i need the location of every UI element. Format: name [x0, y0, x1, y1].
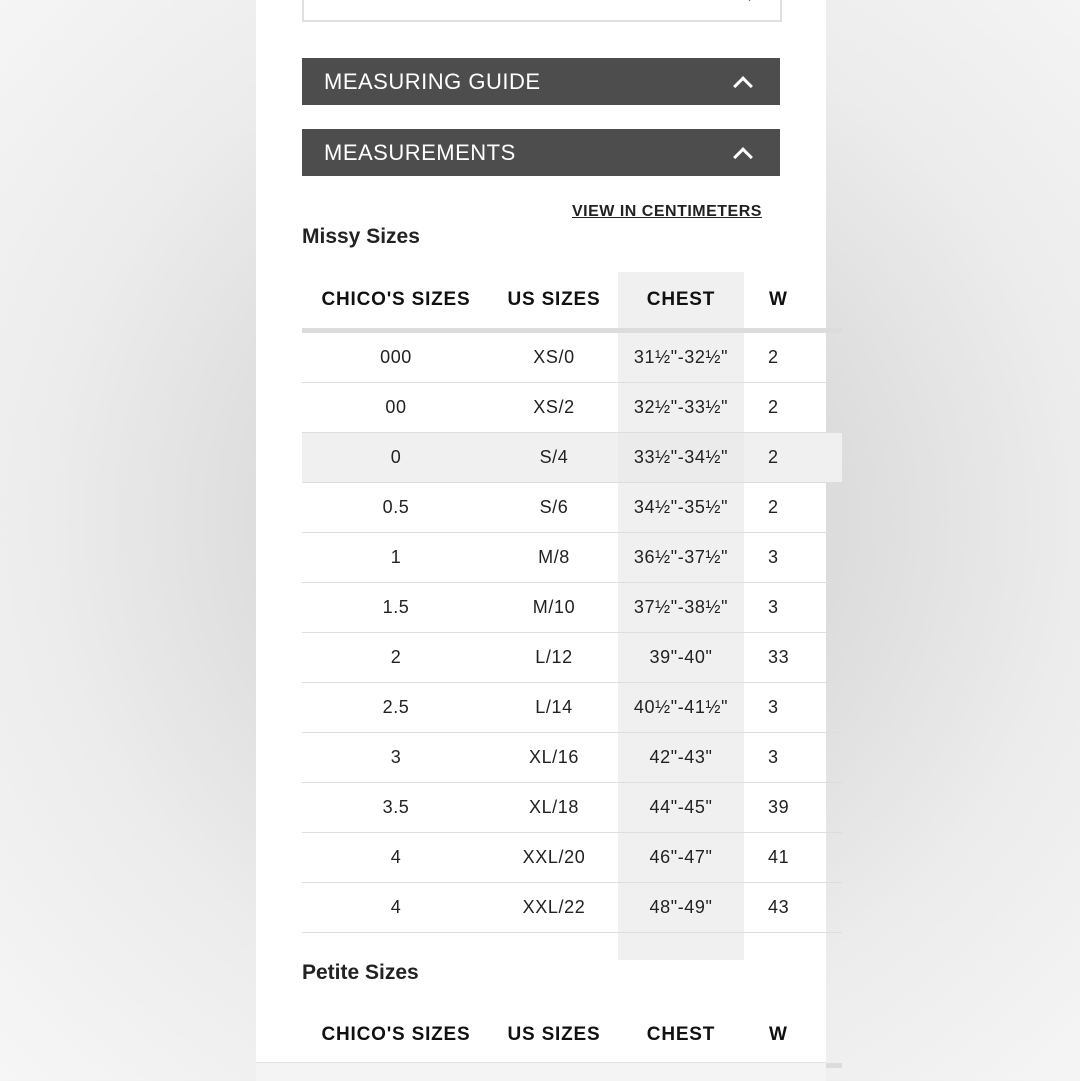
measurements-accordion[interactable]	[302, 129, 780, 176]
chicos-size-cell: 0.5	[302, 483, 490, 533]
table-header-row	[302, 1007, 842, 1066]
us-size-cell: XL/18	[490, 783, 618, 833]
us-size-cell: S/6	[490, 483, 618, 533]
waist-cell: 2	[744, 433, 842, 483]
table-row	[302, 483, 842, 533]
header-us-sizes: US SIZES	[490, 272, 618, 331]
table-row	[302, 433, 842, 483]
us-size-cell: XXL/20	[490, 833, 618, 883]
petite-sizes-title: Petite Sizes	[302, 961, 419, 984]
header-chest: CHEST	[618, 272, 744, 331]
table-row	[302, 683, 842, 733]
us-size-cell: L/12	[490, 633, 618, 683]
header-chicos-sizes: CHICO'S SIZES	[302, 1007, 490, 1066]
us-size-cell: M/8	[490, 533, 618, 583]
table-row	[302, 833, 842, 883]
waist-cell: 33	[744, 633, 842, 683]
table-row	[302, 733, 842, 783]
us-size-cell: XS/2	[490, 383, 618, 433]
waist-cell: 2	[744, 383, 842, 433]
table-row	[302, 633, 842, 683]
waist-cell: 41	[744, 833, 842, 883]
petite-table-wrap[interactable]	[302, 1007, 788, 1069]
size-chart-panel	[256, 0, 826, 1064]
chicos-size-cell: 2	[302, 633, 490, 683]
missy-sizes-title: Missy Sizes	[302, 225, 420, 248]
us-size-cell: M/10	[490, 583, 618, 633]
chest-cell: 46"-47"	[618, 833, 744, 883]
us-size-cell: XL/16	[490, 733, 618, 783]
waist-cell: 43	[744, 883, 842, 933]
header-us-sizes: US SIZES	[490, 1007, 618, 1066]
chest-cell: 31½"-32½"	[618, 331, 744, 383]
waist-cell: 2	[744, 483, 842, 533]
table-row	[302, 383, 842, 433]
chest-cell: 37½"-38½"	[618, 583, 744, 633]
header-waist: W	[744, 1007, 842, 1066]
missy-table-wrap[interactable]	[302, 272, 790, 962]
chest-cell: 42"-43"	[618, 733, 744, 783]
table-row	[302, 533, 842, 583]
chicos-size-cell: 1	[302, 533, 490, 583]
chest-cell: 36½"-37½"	[618, 533, 744, 583]
size-select[interactable]	[302, 0, 782, 22]
us-size-cell: S/4	[490, 433, 618, 483]
header-chest: CHEST	[618, 1007, 744, 1066]
chicos-size-cell: 4	[302, 883, 490, 933]
chest-cell: 39"-40"	[618, 633, 744, 683]
measurements-title: MEASUREMENTS	[324, 140, 516, 165]
waist-cell: 3	[744, 683, 842, 733]
waist-cell: 2	[744, 331, 842, 383]
panel-footer-edge	[256, 1062, 826, 1081]
table-row	[302, 331, 842, 383]
table-row	[302, 883, 842, 933]
header-waist: W	[744, 272, 842, 331]
chicos-size-cell: 3	[302, 733, 490, 783]
chicos-size-cell: 2.5	[302, 683, 490, 733]
chevron-up-icon[interactable]	[733, 147, 753, 167]
table-row	[302, 783, 842, 833]
us-size-cell: XXL/22	[490, 883, 618, 933]
table-header-row	[302, 272, 842, 331]
chest-cell: 40½"-41½"	[618, 683, 744, 733]
waist-cell: 3	[744, 583, 842, 633]
waist-cell: 3	[744, 533, 842, 583]
chest-cell: 32½"-33½"	[618, 383, 744, 433]
table-row	[302, 583, 842, 633]
waist-cell: 3	[744, 733, 842, 783]
header-chicos-sizes: CHICO'S SIZES	[302, 272, 490, 331]
chevron-down-icon[interactable]	[743, 0, 756, 1]
chicos-size-cell: 3.5	[302, 783, 490, 833]
chevron-up-icon[interactable]	[733, 76, 753, 96]
chest-cell: 33½"-34½"	[618, 433, 744, 483]
us-size-cell: L/14	[490, 683, 618, 733]
chest-cell: 44"-45"	[618, 783, 744, 833]
chicos-size-cell: 0	[302, 433, 490, 483]
petite-size-table	[302, 1007, 842, 1068]
chicos-size-cell: 000	[302, 331, 490, 383]
us-size-cell: XS/0	[490, 331, 618, 383]
view-in-centimeters-link[interactable]: VIEW IN CENTIMETERS	[572, 203, 762, 220]
waist-cell: 39	[744, 783, 842, 833]
measuring-guide-title: MEASURING GUIDE	[324, 69, 541, 94]
chest-cell: 34½"-35½"	[618, 483, 744, 533]
chicos-size-cell: 4	[302, 833, 490, 883]
measuring-guide-accordion[interactable]	[302, 58, 780, 105]
chicos-size-cell: 00	[302, 383, 490, 433]
chest-cell: 48"-49"	[618, 883, 744, 933]
missy-size-table	[302, 272, 842, 933]
chicos-size-cell: 1.5	[302, 583, 490, 633]
